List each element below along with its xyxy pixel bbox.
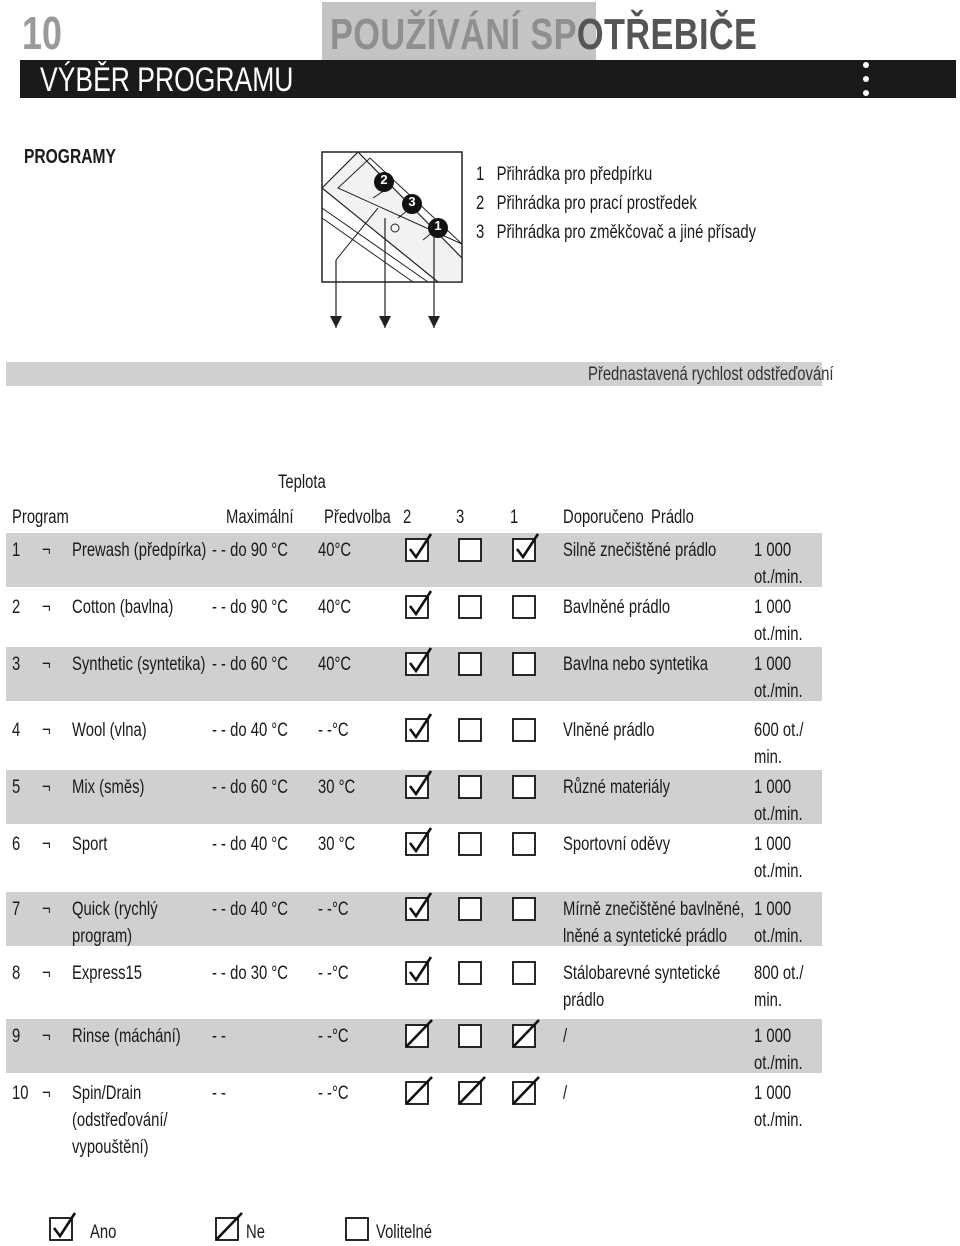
legend-no-label: Ne — [246, 1222, 265, 1243]
spin-speed: 1 000 ot./min. — [754, 540, 803, 588]
program-symbol: ¬ — [42, 597, 51, 618]
checkbox-optional-icon — [511, 713, 541, 743]
dot-icon — [863, 76, 869, 82]
checkbox-optional-icon — [511, 770, 541, 800]
max-temperature: - - — [212, 1026, 226, 1047]
checkbox-no-icon — [511, 1076, 541, 1106]
checkbox-no-icon — [404, 1019, 434, 1049]
badge-2: 2 — [380, 172, 388, 187]
spin-speed: 800 ot./ min. — [754, 963, 804, 1011]
checkbox-optional-icon — [511, 647, 541, 677]
program-header: Program — [12, 507, 69, 528]
preset-temperature: 40°C — [318, 540, 352, 561]
laundry-type: Mírně znečištěné bavlněné, lněné a syntetické prádlo — [563, 899, 745, 947]
dot-icon — [863, 62, 869, 68]
spin-speed: 1 000 ot./min. — [754, 899, 803, 947]
max-temperature: - - do 40 °C — [212, 899, 288, 920]
checkbox-optional-icon — [511, 590, 541, 620]
checkbox-optional-icon — [457, 713, 487, 743]
badge-3: 3 — [408, 194, 416, 209]
compartment-item: 2 Přihrádka pro prací prostředek — [476, 193, 697, 214]
program-number: 2 — [12, 597, 21, 618]
program-number: 8 — [12, 963, 21, 984]
laundry-type: Různé materiály — [563, 777, 671, 798]
checkbox-yes-icon — [48, 1212, 78, 1242]
checkbox-no-icon — [457, 1076, 487, 1106]
preset-temperature: - -°C — [318, 899, 349, 920]
spin-speed: 1 000 ot./min. — [754, 654, 803, 702]
program-number: 6 — [12, 834, 21, 855]
program-symbol: ¬ — [42, 540, 51, 561]
laundry-type: Vlněné prádlo — [563, 720, 655, 741]
preset-temperature: - -°C — [318, 1026, 349, 1047]
program-number: 3 — [12, 654, 21, 675]
laundry-type: / — [563, 1026, 568, 1047]
max-temperature: - - do 60 °C — [212, 777, 288, 798]
program-name: Express15 — [72, 963, 143, 984]
preset-temperature: - -°C — [318, 963, 349, 984]
checkbox-yes-icon — [404, 827, 434, 857]
maximum-header: Maximální — [226, 507, 294, 528]
compartment-2-header: 2 — [403, 507, 412, 528]
badge-1: 1 — [434, 218, 442, 233]
max-temperature: - - do 90 °C — [212, 597, 288, 618]
program-symbol: ¬ — [42, 899, 51, 920]
checkbox-yes-icon — [404, 713, 434, 743]
checkbox-yes-icon — [404, 770, 434, 800]
program-symbol: ¬ — [42, 720, 51, 741]
program-symbol: ¬ — [42, 1083, 51, 1104]
checkbox-optional-icon — [457, 827, 487, 857]
program-number: 9 — [12, 1026, 21, 1047]
preset-temperature: - -°C — [318, 720, 349, 741]
program-number: 10 — [12, 1083, 29, 1104]
program-name: Mix (směs) — [72, 777, 145, 798]
preset-temperature: 40°C — [318, 597, 352, 618]
program-name: Prewash (předpírka) — [72, 540, 207, 561]
program-name: Wool (vlna) — [72, 720, 147, 741]
max-temperature: - - do 90 °C — [212, 540, 288, 561]
checkbox-yes-icon — [404, 590, 434, 620]
program-symbol: ¬ — [42, 777, 51, 798]
program-name: Spin/Drain (odstřeďování/ vypouštění) — [72, 1083, 168, 1158]
checkbox-optional-icon — [511, 892, 541, 922]
program-symbol: ¬ — [42, 963, 51, 984]
legend-yes-label: Ano — [90, 1222, 117, 1243]
program-name: Quick (rychlý program) — [72, 899, 158, 947]
checkbox-optional-icon — [457, 770, 487, 800]
detergent-drawer-diagram — [318, 148, 468, 333]
laundry-header: Prádlo — [651, 507, 694, 528]
program-name: Rinse (máchání) — [72, 1026, 181, 1047]
compartment-3-header: 3 — [456, 507, 465, 528]
spin-speed: 1 000 ot./min. — [754, 1083, 803, 1131]
program-number: 7 — [12, 899, 21, 920]
laundry-type: Bavlněné prádlo — [563, 597, 671, 618]
spin-speed: 1 000 ot./min. — [754, 597, 803, 645]
compartment-item: 1 Přihrádka pro předpírku — [476, 164, 653, 185]
program-name: Cotton (bavlna) — [72, 597, 174, 618]
program-name: Sport — [72, 834, 108, 855]
preset-header: Předvolba — [324, 507, 391, 528]
program-name: Synthetic (syntetika) — [72, 654, 206, 675]
page-number: 10 — [22, 7, 62, 59]
spin-speed: 1 000 ot./min. — [754, 1026, 803, 1074]
checkbox-optional-icon — [344, 1212, 374, 1242]
page-title: POUŽÍVÁNÍ SPOTŘEBIČE — [330, 10, 758, 59]
program-symbol: ¬ — [42, 834, 51, 855]
laundry-type: Sportovní oděvy — [563, 834, 671, 855]
checkbox-yes-icon — [404, 892, 434, 922]
preset-temperature: 40°C — [318, 654, 352, 675]
program-symbol: ¬ — [42, 654, 51, 675]
spin-speed: 1 000 ot./min. — [754, 777, 803, 825]
max-temperature: - - do 30 °C — [212, 963, 288, 984]
temperature-header: Teplota — [278, 472, 326, 493]
dot-icon — [863, 90, 869, 96]
programs-heading: PROGRAMY — [24, 146, 116, 168]
compartment-item: 3 Přihrádka pro změkčovač a jiné přísady — [476, 222, 757, 243]
program-number: 1 — [12, 540, 21, 561]
checkbox-yes-icon — [511, 533, 541, 563]
legend-optional-label: Volitelné — [376, 1222, 433, 1243]
spin-speed: 600 ot./ min. — [754, 720, 804, 768]
checkbox-yes-icon — [404, 533, 434, 563]
max-temperature: - - do 40 °C — [212, 720, 288, 741]
max-temperature: - - do 40 °C — [212, 834, 288, 855]
checkbox-optional-icon — [511, 827, 541, 857]
program-symbol: ¬ — [42, 1026, 51, 1047]
preset-temperature: - -°C — [318, 1083, 349, 1104]
program-number: 4 — [12, 720, 21, 741]
laundry-type: Bavlna nebo syntetika — [563, 654, 709, 675]
laundry-type: / — [563, 1083, 568, 1104]
checkbox-optional-icon — [457, 956, 487, 986]
checkbox-yes-icon — [404, 956, 434, 986]
checkbox-no-icon — [511, 1019, 541, 1049]
checkbox-yes-icon — [404, 647, 434, 677]
laundry-type: Stálobarevné syntetické prádlo — [563, 963, 721, 1011]
preset-temperature: 30 °C — [318, 834, 356, 855]
checkbox-no-icon — [404, 1076, 434, 1106]
recommended-header: Doporučeno — [563, 507, 644, 528]
compartment-1-header: 1 — [510, 507, 519, 528]
spin-speed-label: Přednastavená rychlost odstřeďování — [588, 364, 834, 385]
checkbox-no-icon — [214, 1212, 244, 1242]
checkbox-optional-icon — [457, 647, 487, 677]
preset-temperature: 30 °C — [318, 777, 356, 798]
max-temperature: - - — [212, 1083, 226, 1104]
section-title: VÝBĚR PROGRAMU — [40, 61, 294, 99]
checkbox-optional-icon — [457, 892, 487, 922]
checkbox-optional-icon — [457, 1019, 487, 1049]
checkbox-optional-icon — [457, 590, 487, 620]
checkbox-optional-icon — [457, 533, 487, 563]
max-temperature: - - do 60 °C — [212, 654, 288, 675]
laundry-type: Silně znečištěné prádlo — [563, 540, 717, 561]
program-number: 5 — [12, 777, 21, 798]
spin-speed: 1 000 ot./min. — [754, 834, 803, 882]
checkbox-optional-icon — [511, 956, 541, 986]
